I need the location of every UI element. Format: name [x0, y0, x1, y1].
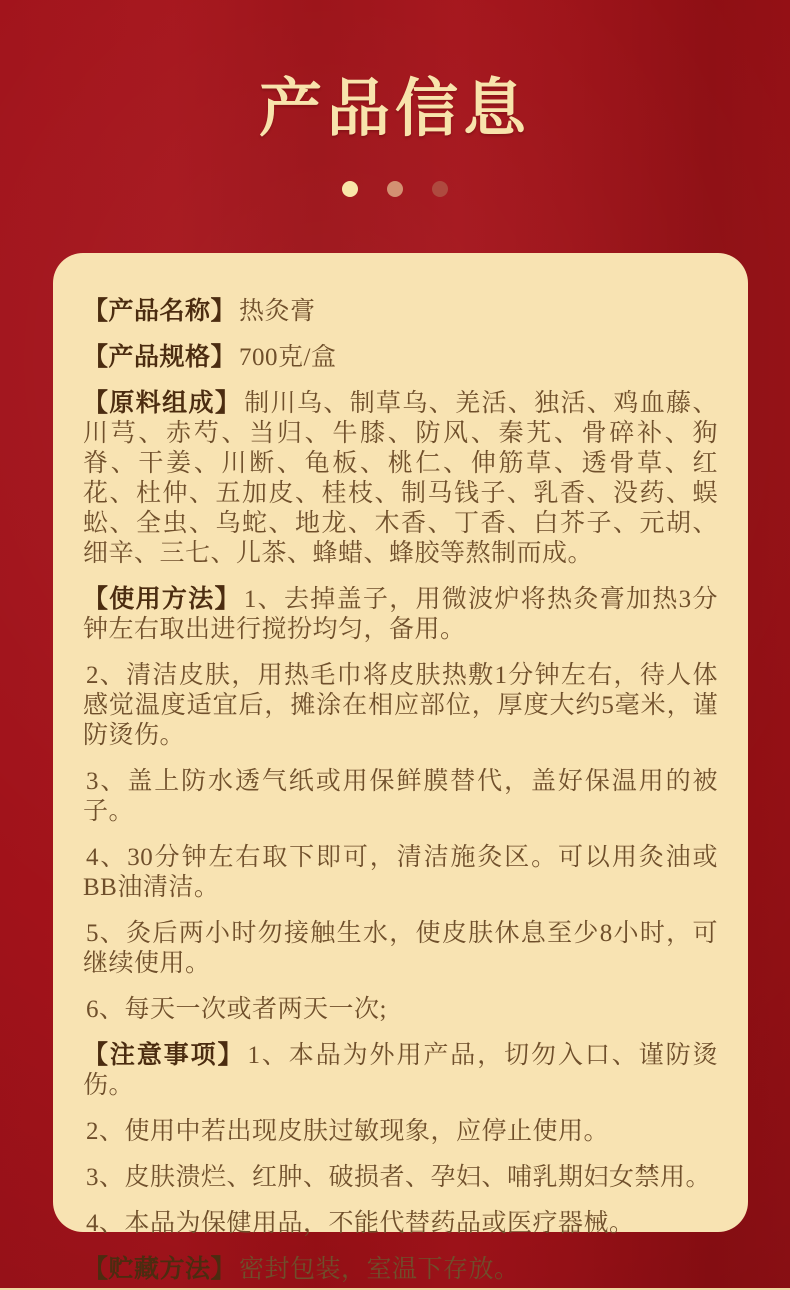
- section-usage-step-2: [83, 661, 718, 751]
- page-title: 产品信息: [259, 71, 531, 145]
- section-text: 6、每天一次或者两天一次;: [86, 996, 387, 1023]
- section-precaution-2: [83, 1117, 718, 1147]
- section-text: 密封包装，室温下存放。: [239, 1256, 520, 1283]
- section-label: 【使用方法】: [83, 586, 241, 613]
- section-text: 700克/盒: [239, 344, 337, 371]
- carousel-dot-3: [432, 181, 448, 197]
- section-text: 3、盖上防水透气纸或用保鲜膜替代，盖好保温用的被子。: [83, 768, 718, 825]
- section-usage-step-4: [83, 843, 718, 903]
- section-precaution-3: [83, 1163, 718, 1193]
- section-label: 【贮藏方法】: [83, 1256, 237, 1283]
- section-precaution-1: [83, 1041, 718, 1101]
- section-label: 【产品规格】: [83, 344, 237, 371]
- section-ingredients: [83, 389, 718, 569]
- section-text: 2、清洁皮肤，用热毛巾将皮肤热敷1分钟左右，待人体感觉温度适宜后，摊涂在相应部位，厚度大约5毫米，谨防烫伤。: [83, 662, 718, 749]
- section-usage-step-1: [83, 585, 718, 645]
- section-text: 1、本品为外用产品，切勿入口、谨防烫伤。: [83, 1042, 718, 1099]
- carousel-dot-1: [342, 181, 358, 197]
- section-text: 4、本品为保健用品，不能代替药品或医疗器械。: [86, 1210, 635, 1237]
- section-text: 1、去掉盖子，用微波炉将热灸膏加热3分钟左右取出进行搅扮均匀，备用。: [83, 586, 718, 643]
- product-info-card: [53, 253, 748, 1283]
- section-precaution-4: [83, 1209, 718, 1239]
- section-text: 热灸膏: [239, 298, 316, 325]
- section-usage-step-6: [83, 995, 718, 1025]
- section-product-name: [83, 297, 718, 327]
- section-storage: [83, 1255, 718, 1285]
- section-text: 3、皮肤溃烂、红肿、破损者、孕妇、哺乳期妇女禁用。: [86, 1164, 712, 1191]
- section-text: 2、使用中若出现皮肤过敏现象，应停止使用。: [86, 1118, 610, 1145]
- section-product-spec: [83, 343, 718, 373]
- section-usage-step-5: [83, 919, 718, 979]
- carousel-dots: [0, 181, 790, 197]
- section-label: 【产品名称】: [83, 298, 237, 325]
- section-label: 【原料组成】: [83, 390, 242, 417]
- section-text: 5、灸后两小时勿接触生水，使皮肤休息至少8小时，可继续使用。: [83, 920, 718, 977]
- section-text: 4、30分钟左右取下即可，清洁施灸区。可以用灸油或BB油清洁。: [83, 844, 718, 901]
- carousel-dot-2: [387, 181, 403, 197]
- section-label: 【注意事项】: [83, 1042, 245, 1069]
- section-usage-step-3: [83, 767, 718, 827]
- section-text: 制川乌、制草乌、羌活、独活、鸡血藤、川芎、赤芍、当归、牛膝、防风、秦艽、骨碎补、狗脊、干姜、川断、龟板、桃仁、伸筋草、透骨草、红花、杜仲、五加皮、桂枝、制马钱子、乳香、没药、蜈蚣、全虫、乌蛇、地龙、木香、丁香、白芥子、元胡、细辛、三七、儿茶、蜂蜡、蜂胶等熬制而成。: [83, 390, 718, 567]
